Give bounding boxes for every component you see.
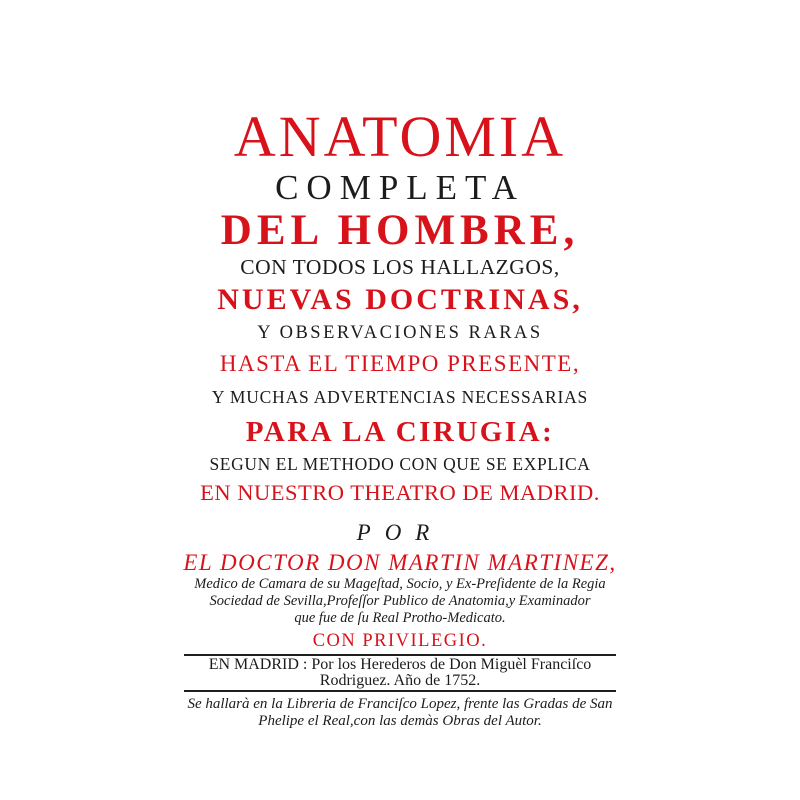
privilege-line: CON PRIVILEGIO.: [312, 631, 488, 651]
byline-por: POR: [356, 520, 444, 545]
subtitle-con-todos: CON TODOS LOS HALLAZGOS,: [240, 255, 560, 279]
subtitle-observaciones: Y OBSERVACIONES RARAS: [257, 323, 543, 343]
author-title-line: Medico de Camara de su Mageſtad, Socio, y Ex-Preſidente de la Regia: [194, 576, 606, 592]
subtitle-completa: COMPLETA: [275, 168, 525, 207]
bookseller-line: Se hallarà en la Libreria de Franciſco Lopez, frente las Gradas de San: [187, 696, 613, 712]
subtitle-theatro: EN NUESTRO THEATRO DE MADRID.: [200, 480, 600, 505]
imprint-line: Rodriguez. Año de 1752.: [319, 672, 481, 689]
author-name: EL DOCTOR DON MARTIN MARTINEZ,: [183, 550, 617, 575]
subtitle-cirugia: PARA LA CIRUGIA:: [245, 416, 555, 448]
subtitle-advertencias: Y MUCHAS ADVERTENCIAS NECESSARIAS: [211, 387, 589, 407]
subtitle-hasta: HASTA EL TIEMPO PRESENTE,: [219, 351, 581, 376]
subtitle-del-hombre: DEL HOMBRE,: [220, 207, 580, 254]
book-title: ANATOMIA: [233, 104, 567, 169]
subtitle-nuevas-doctrinas: NUEVAS DOCTRINAS,: [217, 283, 583, 316]
imprint-line: EN MADRID : Por los Herederos de Don Miguèl Franciſco: [208, 656, 592, 673]
bookseller-line: Phelipe el Real,con las demàs Obras del Autor.: [258, 713, 542, 729]
subtitle-segun: SEGUN EL METHODO CON QUE SE EXPLICA: [209, 454, 591, 474]
author-title-line: Sociedad de Sevilla,Profeſſor Publico de Anatomia,y Examinador: [209, 593, 591, 609]
divider-rule: [184, 690, 616, 692]
author-title-line: que fue de ſu Real Protho-Medicato.: [294, 610, 506, 626]
